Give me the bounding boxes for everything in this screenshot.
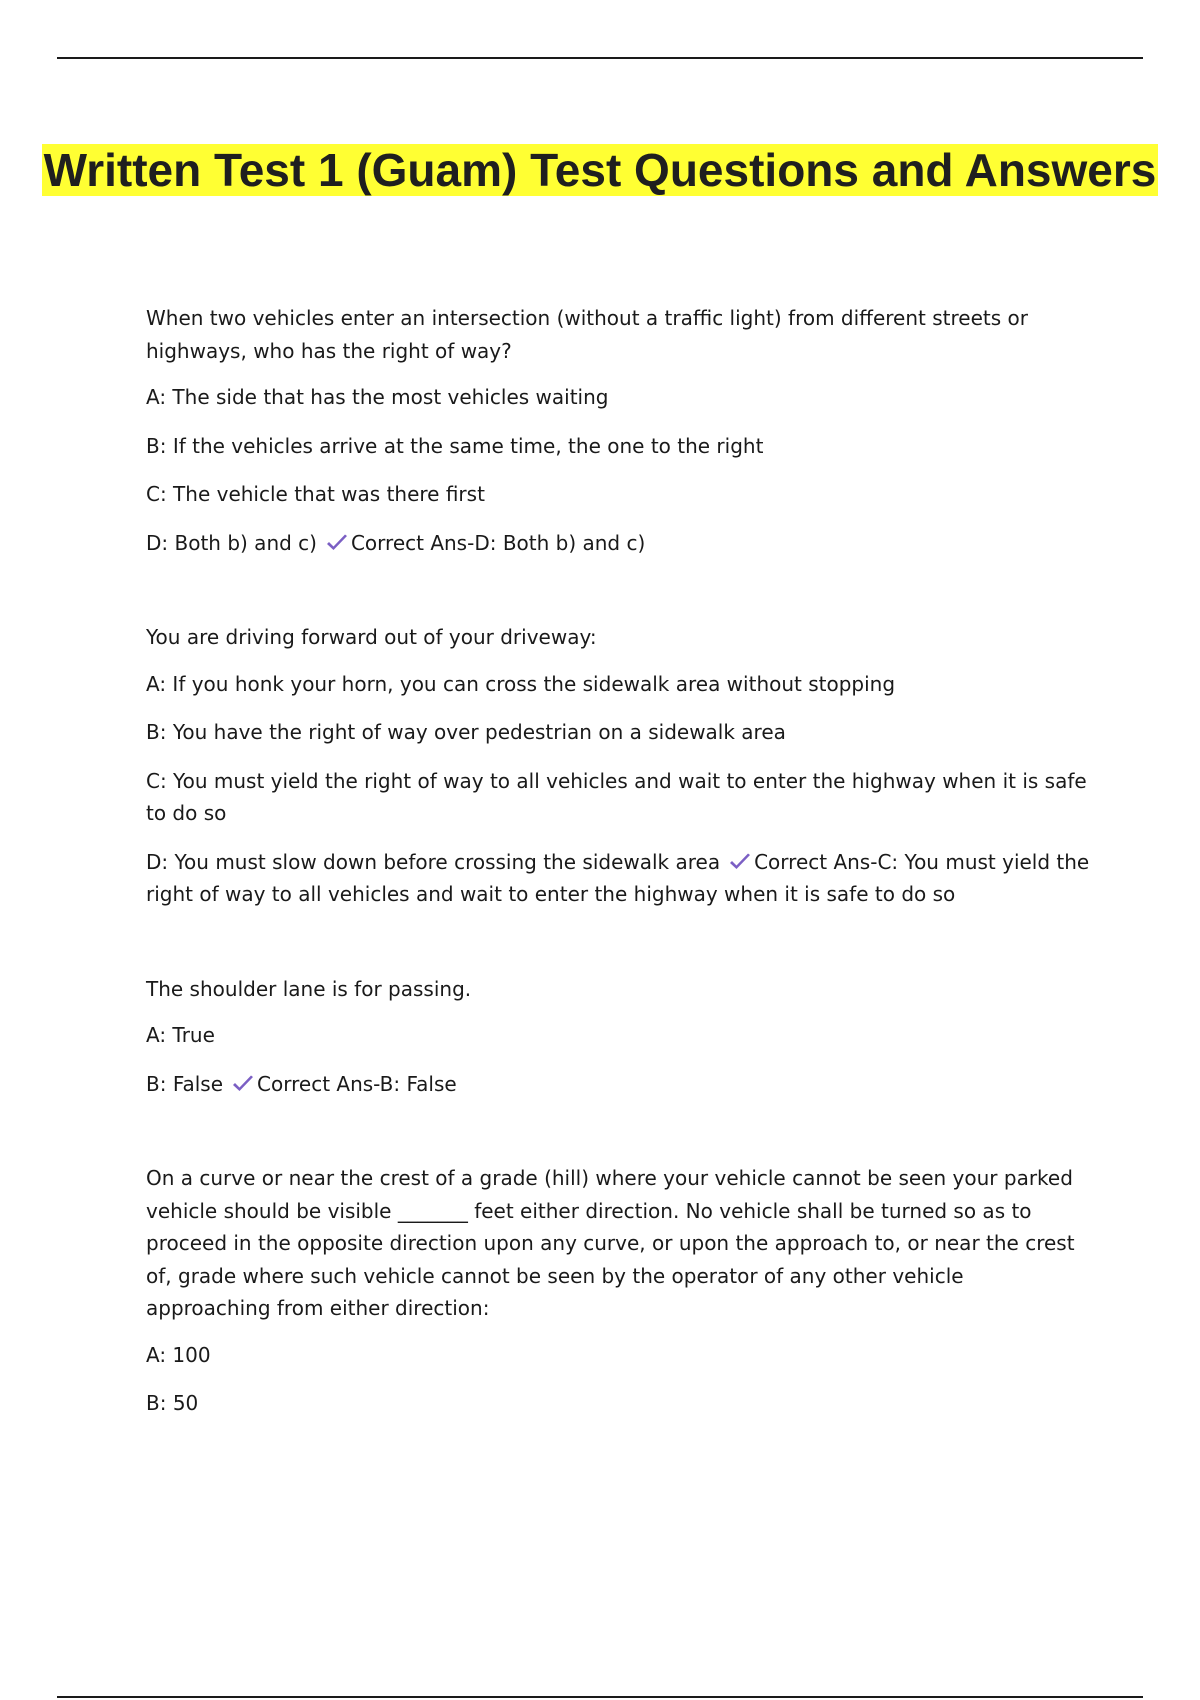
question-text: The shoulder lane is for passing. (146, 976, 472, 1001)
answer-option: C: You must yield the right of way to all vehicles and wait to enter the highway when it is safe to do so (146, 768, 1087, 825)
answer-option: A: If you honk your horn, you can cross the sidewalk area without stopping (146, 671, 896, 696)
check-icon (728, 852, 752, 872)
answer-option: B: You have the right of way over pedestrian on a sidewalk area (146, 720, 786, 744)
answer-option: B: If the vehicles arrive at the same time, the one to the right (146, 433, 764, 458)
answer-option: A: 100 (146, 1342, 211, 1367)
answer-option: D: You must slow down before crossing the sidewalk area (146, 849, 721, 874)
document-title: Written Test 1 (Guam) Test Questions and Answers (43, 144, 1157, 196)
question-block (146, 1162, 1091, 1420)
question-block (146, 302, 1091, 559)
answer-option-with-answer (146, 527, 1091, 560)
answer-option: B: 50 (146, 1391, 199, 1415)
title-block (0, 142, 1200, 199)
question-text: On a curve or near the crest of a grade (hill) where your vehicle cannot be seen your parked vehicle should be visible _______ feet either direction. No vehicle shall be turned so as to proceed in the opposite direction upon any curve, or upon the approach to, or near the crest of, grade where such vehicle cannot be seen by the operator of any other vehicle approaching from either direction: (146, 1166, 1075, 1320)
answer-option-with-answer (146, 1068, 1091, 1101)
correct-answer: Correct Ans-C: You must yield the right of way to all vehicles and wait to enter the highway when it is safe to do so (146, 849, 1090, 906)
question-text: When two vehicles enter an intersection (without a traffic light) from different streets or highways, who has the right of way? (146, 306, 1028, 363)
answer-option: C: The vehicle that was there first (146, 482, 485, 506)
correct-answer: Correct Ans-D: Both b) and c) (350, 530, 646, 555)
question-block (146, 621, 1091, 911)
top-rule (57, 57, 1143, 59)
answer-option: B: False (146, 1071, 224, 1096)
question-list (146, 302, 1091, 1420)
answer-option: A: The side that has the most vehicles waiting (146, 385, 609, 409)
question-block (146, 973, 1091, 1101)
answer-option: D: Both b) and c) (146, 530, 317, 555)
bottom-rule (57, 1696, 1143, 1698)
answer-option: A: True (146, 1023, 215, 1047)
check-icon (231, 1074, 255, 1094)
check-icon (325, 533, 349, 553)
correct-answer: Correct Ans-B: False (257, 1071, 457, 1096)
answer-option-with-answer (146, 846, 1091, 911)
question-text: You are driving forward out of your driveway: (146, 625, 597, 649)
